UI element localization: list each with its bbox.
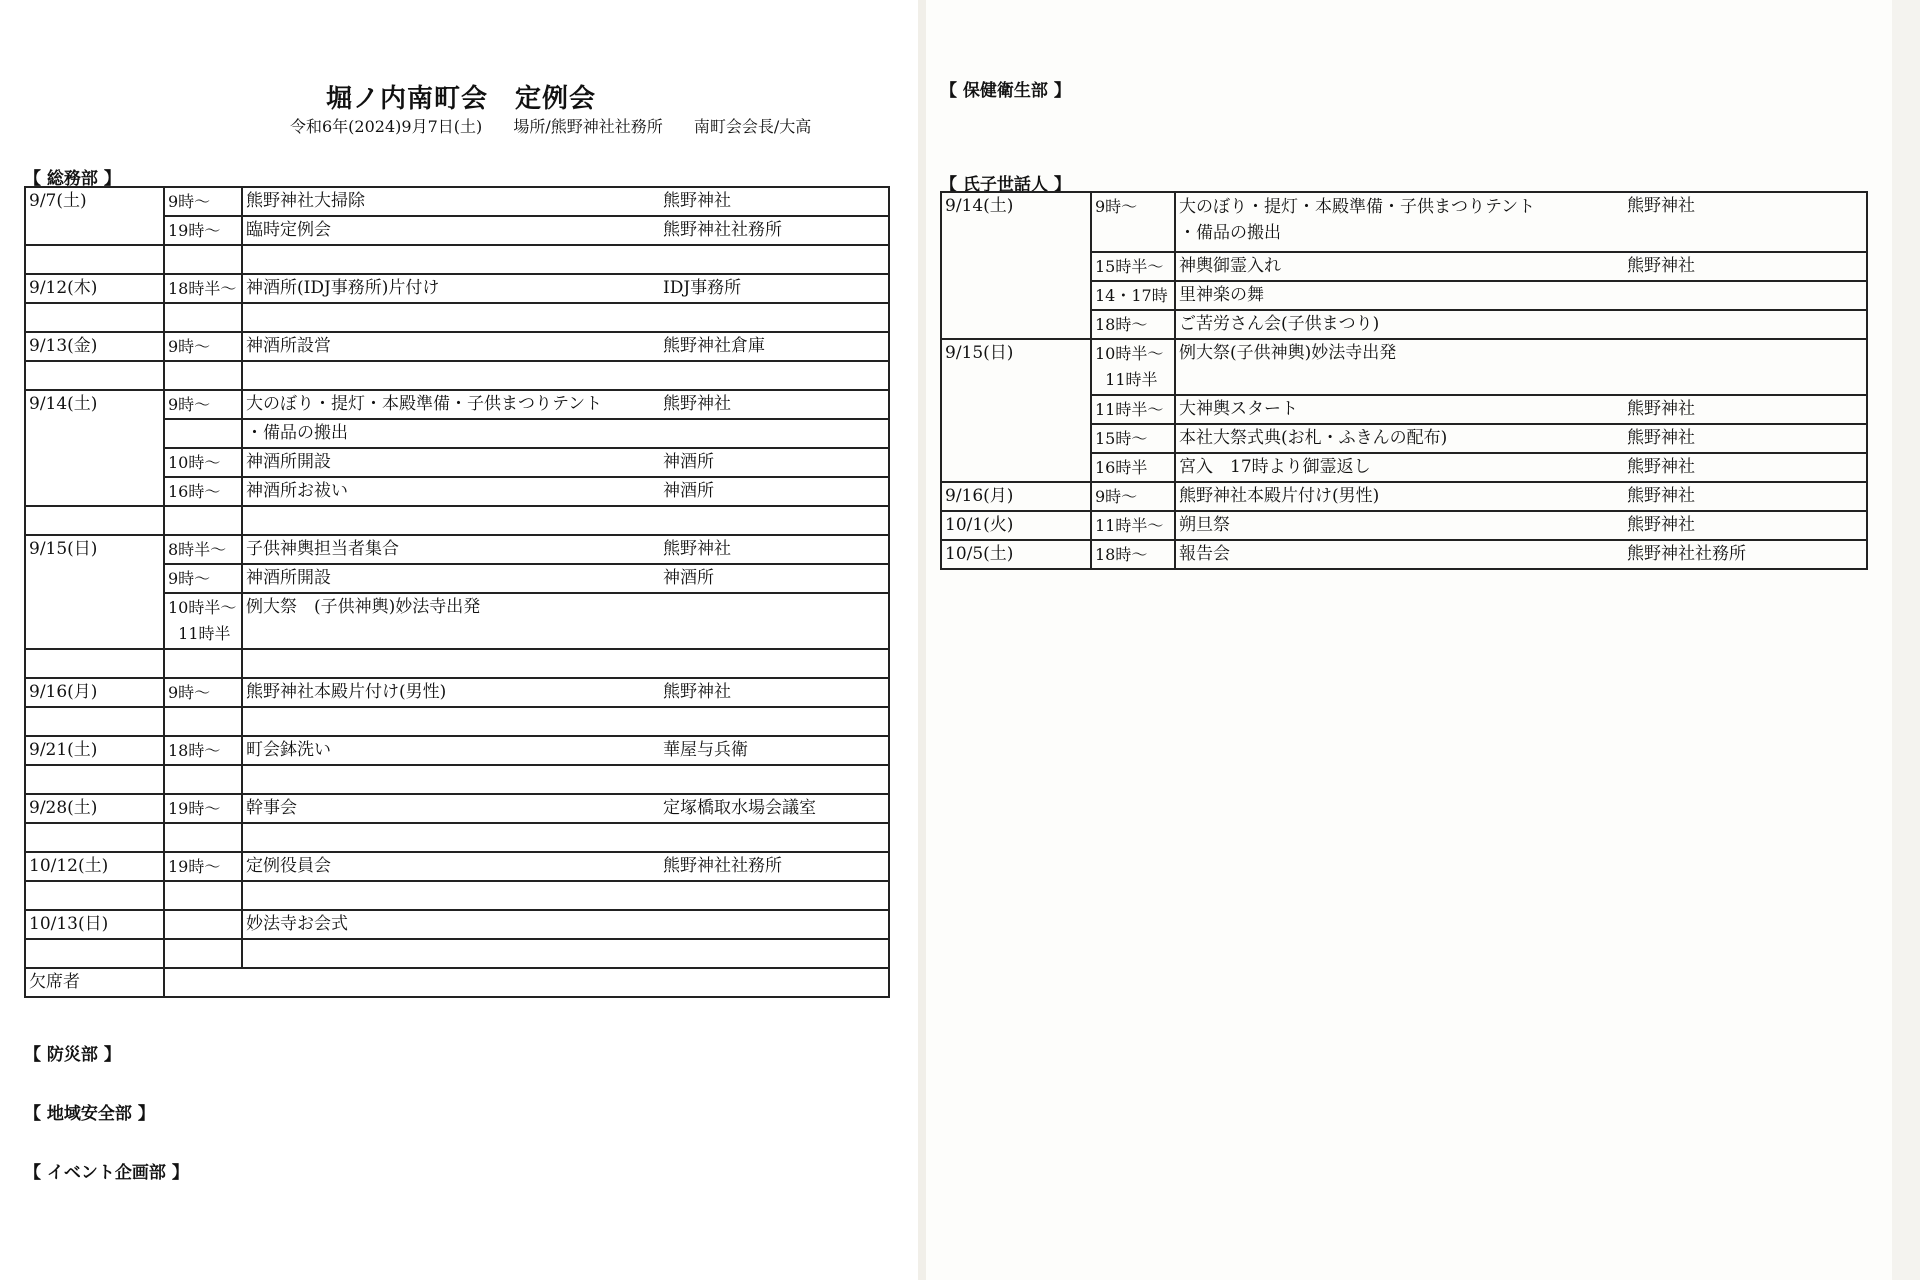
meeting-place: 場所/熊野神社社務所 — [513, 117, 663, 136]
time-cell: 19時～ — [164, 216, 242, 245]
time-cell: 14・17時 — [1091, 281, 1175, 310]
time-cell: 16時～ — [164, 477, 242, 506]
time-cell: 9時～ — [164, 390, 242, 419]
place-cell: 熊野神社 — [1624, 482, 1867, 511]
place-cell: 熊野神社 — [660, 390, 889, 419]
date-cell: 9/7(土) — [25, 187, 164, 245]
table-row — [941, 192, 1867, 252]
place-cell — [1624, 339, 1867, 395]
left-page — [0, 0, 918, 1280]
section-heading-bousai: 【 防災部 】 — [24, 1045, 121, 1065]
activity-cell: 大神輿スタート — [1175, 395, 1624, 424]
time-cell: 9時～ — [164, 564, 242, 593]
activity-cell: 神酒所開設 — [242, 448, 660, 477]
spacer-row — [25, 303, 889, 332]
activity-cell: 熊野神社本殿片付け(男性) — [1175, 482, 1624, 511]
page-edge — [1892, 0, 1920, 1280]
time-cell: 19時～ — [164, 852, 242, 881]
table-row — [941, 540, 1867, 569]
place-cell — [660, 593, 889, 649]
place-cell: 神酒所 — [660, 448, 889, 477]
activity-cell: 定例役員会 — [242, 852, 660, 881]
activity-cell: 町会鉢洗い — [242, 736, 660, 765]
activity-cell: 報告会 — [1175, 540, 1624, 569]
time-cell: 15時半～ — [1091, 252, 1175, 281]
time-cell: 18時～ — [1091, 540, 1175, 569]
meeting-chair: 南町会会長/大高 — [693, 117, 812, 136]
time-cell — [164, 419, 242, 448]
date-cell: 10/12(土) — [25, 852, 164, 881]
spacer-row — [25, 245, 889, 274]
place-cell — [1624, 310, 1867, 339]
right-page — [926, 0, 1920, 1280]
table-row — [25, 332, 889, 361]
time-start: 10時半～ — [1095, 344, 1164, 363]
activity-line1: 大のぼり・提灯・本殿準備・子供まつりテント — [1179, 197, 1536, 217]
time-cell: 16時半 — [1091, 453, 1175, 482]
table-row — [941, 339, 1867, 395]
place-cell: 定塚橋取水場会議室 — [660, 794, 889, 823]
time-cell: 9時～ — [164, 332, 242, 361]
place-cell: 熊野神社社務所 — [660, 216, 889, 245]
section-heading-hoken: 【 保健衛生部 】 — [940, 81, 1071, 101]
time-cell: 8時半～ — [164, 535, 242, 564]
place-cell: 熊野神社 — [660, 678, 889, 707]
date-cell: 9/15(日) — [25, 535, 164, 649]
place-cell: 熊野神社 — [1624, 453, 1867, 482]
section-heading-ujiko: 【 氏子世話人 】 — [940, 175, 1071, 195]
time-cell: 9時～ — [1091, 192, 1175, 252]
table-row — [25, 736, 889, 765]
time-cell: 10時～ — [164, 448, 242, 477]
date-cell: 9/15(日) — [941, 339, 1091, 482]
date-cell: 9/16(月) — [941, 482, 1091, 511]
table-row — [941, 511, 1867, 540]
page-title: 堀ノ内南町会 定例会 — [326, 84, 597, 114]
spacer-row — [25, 361, 889, 390]
place-cell: 熊野神社社務所 — [1624, 540, 1867, 569]
place-cell — [660, 910, 889, 939]
time-cell: 18時～ — [164, 736, 242, 765]
place-cell: IDJ事務所 — [660, 274, 889, 303]
activity-line2: ・備品の搬出 — [1179, 223, 1281, 243]
soumu-schedule-table — [24, 186, 890, 998]
activity-cell: 神酒所(IDJ事務所)片付け — [242, 274, 660, 303]
spacer-row — [25, 649, 889, 678]
table-row — [25, 390, 889, 419]
activity-cell: 臨時定例会 — [242, 216, 660, 245]
activity-cell: 里神楽の舞 — [1175, 281, 1624, 310]
spacer-row — [25, 881, 889, 910]
date-cell: 9/14(土) — [941, 192, 1091, 339]
ujiko-schedule-table — [940, 191, 1868, 570]
table-row — [941, 482, 1867, 511]
date-cell: 9/12(木) — [25, 274, 164, 303]
table-row — [25, 852, 889, 881]
activity-cell: 神輿御霊入れ — [1175, 252, 1624, 281]
table-row — [25, 535, 889, 564]
section-heading-event: 【 イベント企画部 】 — [24, 1163, 189, 1183]
absent-row — [25, 968, 889, 997]
meeting-date: 令和6年(2024)9月7日(土) — [290, 117, 483, 136]
place-cell: 熊野神社倉庫 — [660, 332, 889, 361]
activity-cell: ご苦労さん会(子供まつり) — [1175, 310, 1624, 339]
activity-cell: 幹事会 — [242, 794, 660, 823]
section-heading-soumu: 【 総務部 】 — [24, 169, 121, 189]
spacer-row — [25, 765, 889, 794]
time-cell: 9時～ — [164, 678, 242, 707]
spacer-row — [25, 707, 889, 736]
meeting-info — [290, 114, 837, 137]
date-cell: 9/28(土) — [25, 794, 164, 823]
activity-cell: 子供神輿担当者集合 — [242, 535, 660, 564]
time-cell: 15時～ — [1091, 424, 1175, 453]
place-cell: 熊野神社 — [1624, 252, 1867, 281]
time-cell — [164, 910, 242, 939]
activity-cell: 熊野神社大掃除 — [242, 187, 660, 216]
place-cell: 神酒所 — [660, 477, 889, 506]
place-cell: 熊野神社社務所 — [660, 852, 889, 881]
time-cell: 18時半～ — [164, 274, 242, 303]
time-cell: 19時～ — [164, 794, 242, 823]
place-cell: 熊野神社 — [660, 187, 889, 216]
date-cell: 9/16(月) — [25, 678, 164, 707]
table-row — [25, 678, 889, 707]
activity-cell: 妙法寺お会式 — [242, 910, 660, 939]
table-row — [25, 910, 889, 939]
time-cell: 11時半～ — [1091, 511, 1175, 540]
date-cell: 10/1(火) — [941, 511, 1091, 540]
activity-cell: 大のぼり・提灯・本殿準備・子供まつりテント — [242, 390, 660, 419]
activity-cell: 宮入 17時より御霊返し — [1175, 453, 1624, 482]
activity-cell: 神酒所開設 — [242, 564, 660, 593]
date-cell: 10/13(日) — [25, 910, 164, 939]
table-row — [25, 794, 889, 823]
place-cell: 熊野神社 — [660, 535, 889, 564]
date-cell: 9/21(土) — [25, 736, 164, 765]
activity-cell: 例大祭(子供神輿)妙法寺出発 — [1175, 339, 1624, 395]
time-start: 10時半～ — [168, 598, 237, 617]
activity-cell: 例大祭 (子供神輿)妙法寺出発 — [242, 593, 660, 649]
place-cell: 熊野神社 — [1624, 511, 1867, 540]
absent-names-cell — [164, 968, 889, 997]
time-cell: 11時半～ — [1091, 395, 1175, 424]
activity-cell: 神酒所設営 — [242, 332, 660, 361]
activity-cell: ・備品の搬出 — [242, 419, 660, 448]
time-cell: 9時～ — [164, 187, 242, 216]
place-cell: 神酒所 — [660, 564, 889, 593]
time-cell: 9時～ — [1091, 482, 1175, 511]
place-cell — [660, 419, 889, 448]
time-cell — [164, 593, 242, 649]
spacer-row — [25, 823, 889, 852]
activity-cell — [1175, 192, 1624, 252]
time-end: 11時半 — [178, 624, 231, 643]
place-cell — [1624, 281, 1867, 310]
table-row — [25, 274, 889, 303]
date-cell: 9/13(金) — [25, 332, 164, 361]
place-cell: 熊野神社 — [1624, 424, 1867, 453]
place-cell: 熊野神社 — [1624, 395, 1867, 424]
place-cell: 熊野神社 — [1624, 192, 1867, 252]
place-cell: 華屋与兵衛 — [660, 736, 889, 765]
date-cell: 9/14(土) — [25, 390, 164, 506]
time-cell — [1091, 339, 1175, 395]
activity-cell: 熊野神社本殿片付け(男性) — [242, 678, 660, 707]
activity-cell: 朔旦祭 — [1175, 511, 1624, 540]
date-cell: 10/5(土) — [941, 540, 1091, 569]
activity-cell: 本社大祭式典(お札・ふきんの配布) — [1175, 424, 1624, 453]
table-row — [25, 187, 889, 216]
time-end: 11時半 — [1105, 370, 1158, 389]
activity-cell: 神酒所お祓い — [242, 477, 660, 506]
section-heading-chiiki: 【 地域安全部 】 — [24, 1104, 155, 1124]
absent-label: 欠席者 — [25, 968, 164, 997]
time-cell: 18時～ — [1091, 310, 1175, 339]
spacer-row — [25, 506, 889, 535]
spacer-row — [25, 939, 889, 968]
